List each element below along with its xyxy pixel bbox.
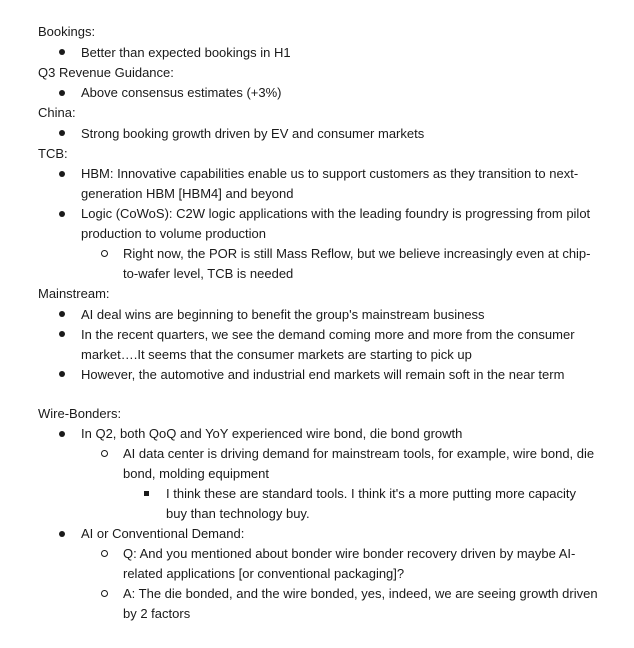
bullet-icon bbox=[59, 204, 65, 224]
section-heading-china: China: bbox=[38, 105, 76, 120]
bullet-icon bbox=[59, 124, 65, 144]
list-item bbox=[38, 424, 598, 444]
list-item-text: Right now, the POR is still Mass Reflow, but we believe increasingly even at chip-to-wafer level, TCB is needed bbox=[123, 246, 591, 281]
sub-list-item bbox=[38, 244, 598, 284]
hollow-bullet-icon bbox=[101, 544, 108, 564]
section-heading-bookings: Bookings: bbox=[38, 24, 96, 39]
list-item bbox=[38, 325, 598, 365]
section-heading-mainstream: Mainstream: bbox=[38, 286, 110, 301]
list-item-text: HBM: Innovative capabilities enable us to support customers as they transition to next-generation HBM [HBM4] and beyond bbox=[81, 166, 579, 201]
document-body bbox=[38, 22, 598, 624]
list-item bbox=[38, 164, 598, 204]
sub-sub-list-item bbox=[38, 484, 598, 524]
sub-list-item bbox=[38, 544, 598, 584]
list-item-text: Q: And you mentioned about bonder wire bonder recovery driven by maybe AI-related applications [or conventional packaging]? bbox=[123, 546, 576, 581]
bullet-icon bbox=[59, 164, 65, 184]
list-item-text: In the recent quarters, we see the demand coming more and more from the consumer market….It seems that the consumer markets are starting to pick up bbox=[81, 326, 575, 362]
list-item-text: Strong booking growth driven by EV and consumer markets bbox=[81, 125, 425, 141]
list-item-text: AI or Conventional Demand: bbox=[81, 526, 245, 541]
hollow-bullet-icon bbox=[101, 584, 108, 604]
sub-list-item bbox=[38, 444, 598, 484]
section-heading-wire-bonders: Wire-Bonders: bbox=[38, 405, 122, 421]
list-item-text: AI deal wins are beginning to benefit the group's mainstream business bbox=[81, 306, 485, 322]
list-item bbox=[38, 204, 598, 244]
list-item-text: Better than expected bookings in H1 bbox=[81, 44, 291, 60]
list-item-text: Above consensus estimates (+3%) bbox=[81, 85, 282, 100]
bullet-icon bbox=[59, 43, 65, 63]
bullet-icon bbox=[59, 325, 65, 345]
bullet-icon bbox=[59, 365, 65, 385]
list-item bbox=[38, 124, 598, 144]
hollow-bullet-icon bbox=[101, 444, 108, 464]
list-item-text: A: The die bonded, and the wire bonded, yes, indeed, we are seeing growth driven by 2 factors bbox=[123, 586, 598, 621]
blank-line bbox=[38, 385, 598, 404]
list-item-text: In Q2, both QoQ and YoY experienced wire bond, die bond growth bbox=[81, 426, 463, 441]
square-bullet-icon bbox=[144, 484, 149, 504]
list-item bbox=[38, 524, 598, 544]
list-item bbox=[38, 365, 598, 385]
list-item-text: However, the automotive and industrial end markets will remain soft in the near term bbox=[81, 366, 565, 382]
list-item bbox=[38, 305, 598, 325]
list-item bbox=[38, 43, 598, 63]
hollow-bullet-icon bbox=[101, 244, 108, 264]
sub-list-item bbox=[38, 584, 598, 624]
bullet-icon bbox=[59, 83, 65, 103]
section-heading-q3: Q3 Revenue Guidance: bbox=[38, 64, 174, 80]
list-item-text: Logic (CoWoS): C2W logic applications with the leading foundry is progressing from pilot production to volume production bbox=[81, 206, 591, 241]
list-item-text: AI data center is driving demand for mainstream tools, for example, wire bond, die bond, molding equipment bbox=[123, 446, 595, 481]
list-item bbox=[38, 83, 598, 103]
bullet-icon bbox=[59, 305, 65, 325]
section-heading-tcb: TCB: bbox=[38, 145, 68, 161]
bullet-icon bbox=[59, 524, 65, 544]
bullet-icon bbox=[59, 424, 65, 444]
list-item-text: I think these are standard tools. I think it's a more putting more capacity buy than technology buy. bbox=[166, 486, 577, 521]
